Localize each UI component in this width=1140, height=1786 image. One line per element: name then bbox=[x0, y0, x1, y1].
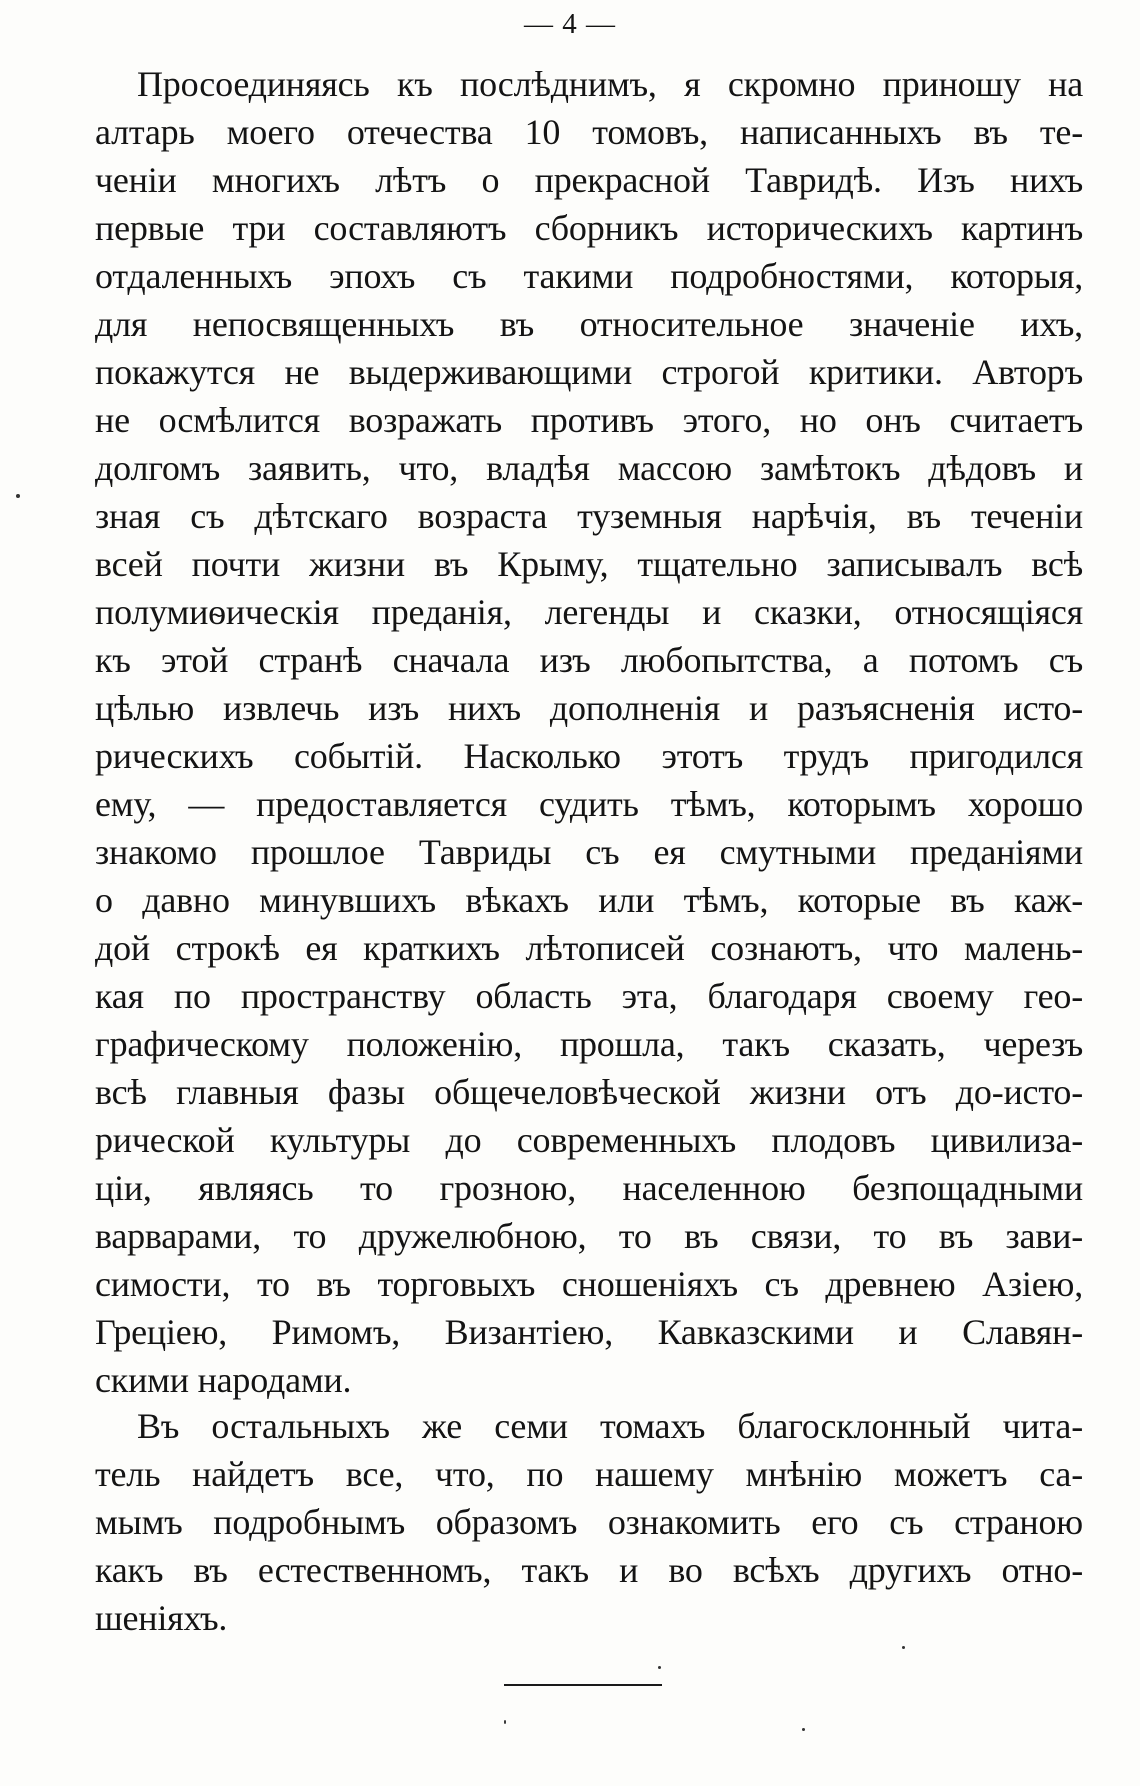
text-line: ціи, являясь то грозною, населенною безпощадными bbox=[95, 1168, 1083, 1208]
text-line: дой строкѣ ея краткихъ лѣтописей сознаютъ, что малень- bbox=[95, 928, 1083, 968]
text-line: скими народами. bbox=[95, 1360, 352, 1400]
text-line: кая по пространству область эта, благодаря своему гео- bbox=[95, 976, 1083, 1016]
text-line: для непосвященныхъ въ относительное значеніе ихъ, bbox=[95, 304, 1083, 344]
print-speck bbox=[504, 1720, 506, 1724]
print-speck bbox=[802, 1728, 805, 1731]
text-line: симости, то въ торговыхъ сношеніяхъ съ древнею Азіею, bbox=[95, 1264, 1083, 1304]
text-line: всей почти жизни въ Крыму, тщательно записывалъ всѣ bbox=[95, 544, 1083, 584]
text-line: Въ остальныхъ же семи томахъ благосклонный чита- bbox=[137, 1406, 1083, 1446]
text-line: зная съ дѣтскаго возраста туземныя нарѣчія, въ теченіи bbox=[95, 496, 1083, 536]
text-line: графическому положенію, прошла, такъ сказать, черезъ bbox=[95, 1024, 1083, 1064]
text-line: мымъ подробнымъ образомъ ознакомить его съ страною bbox=[95, 1502, 1083, 1542]
print-speck bbox=[658, 1666, 661, 1669]
text-line: долгомъ заявить, что, владѣя массою замѣтокъ дѣдовъ и bbox=[95, 448, 1083, 488]
text-line: къ этой странѣ сначала изъ любопытства, а потомъ съ bbox=[95, 640, 1083, 680]
paragraph-2 bbox=[95, 1402, 1083, 1642]
text-line: знакомо прошлое Тавриды съ ея смутными преданіями bbox=[95, 832, 1083, 872]
text-line: какъ въ естественномъ, такъ и во всѣхъ другихъ отно- bbox=[95, 1550, 1083, 1590]
text-line: о давно минувшихъ вѣкахъ или тѣмъ, которые въ каж- bbox=[95, 880, 1083, 920]
print-speck bbox=[16, 494, 20, 498]
end-rule-divider bbox=[504, 1684, 662, 1686]
text-line: рической культуры до современныхъ плодовъ цивилиза- bbox=[95, 1120, 1083, 1160]
page-number: — 4 — bbox=[524, 8, 616, 40]
text-line: цѣлью извлечь изъ нихъ дополненія и разъясненія исто- bbox=[95, 688, 1083, 728]
text-line: первые три составляютъ сборникъ историческихъ картинъ bbox=[95, 208, 1083, 248]
text-line: не осмѣлится возражать противъ этого, но онъ считаетъ bbox=[95, 400, 1083, 440]
text-line: всѣ главныя фазы общечеловѣческой жизни отъ до-исто- bbox=[95, 1072, 1083, 1112]
text-line: ему, — предоставляется судить тѣмъ, которымъ хорошо bbox=[95, 784, 1083, 824]
print-speck bbox=[902, 1646, 905, 1649]
text-line: рическихъ событій. Насколько этотъ трудъ пригодился bbox=[95, 736, 1083, 776]
text-line: отдаленныхъ эпохъ съ такими подробностями, которыя, bbox=[95, 256, 1083, 296]
text-line: алтарь моего отечества 10 томовъ, написанныхъ въ те- bbox=[95, 112, 1083, 152]
text-line: покажутся не выдерживающими строгой критики. Авторъ bbox=[95, 352, 1083, 392]
text-line: ченіи многихъ лѣтъ о прекрасной Тавридѣ. Изъ нихъ bbox=[95, 160, 1083, 200]
text-line: тель найдетъ все, что, по нашему мнѣнію можетъ са- bbox=[95, 1454, 1083, 1494]
text-line: Греціею, Римомъ, Византіею, Кавказскими и Славян- bbox=[95, 1312, 1083, 1352]
text-line: варварами, то дружелюбною, то въ связи, то въ зави- bbox=[95, 1216, 1083, 1256]
text-line: шеніяхъ. bbox=[95, 1598, 228, 1638]
text-line: Просоединяясь къ послѣднимъ, я скромно приношу на bbox=[137, 64, 1083, 104]
paragraph-1 bbox=[95, 60, 1083, 1404]
text-line: полумиѳическія преданія, легенды и сказки, относящіяся bbox=[95, 592, 1083, 632]
